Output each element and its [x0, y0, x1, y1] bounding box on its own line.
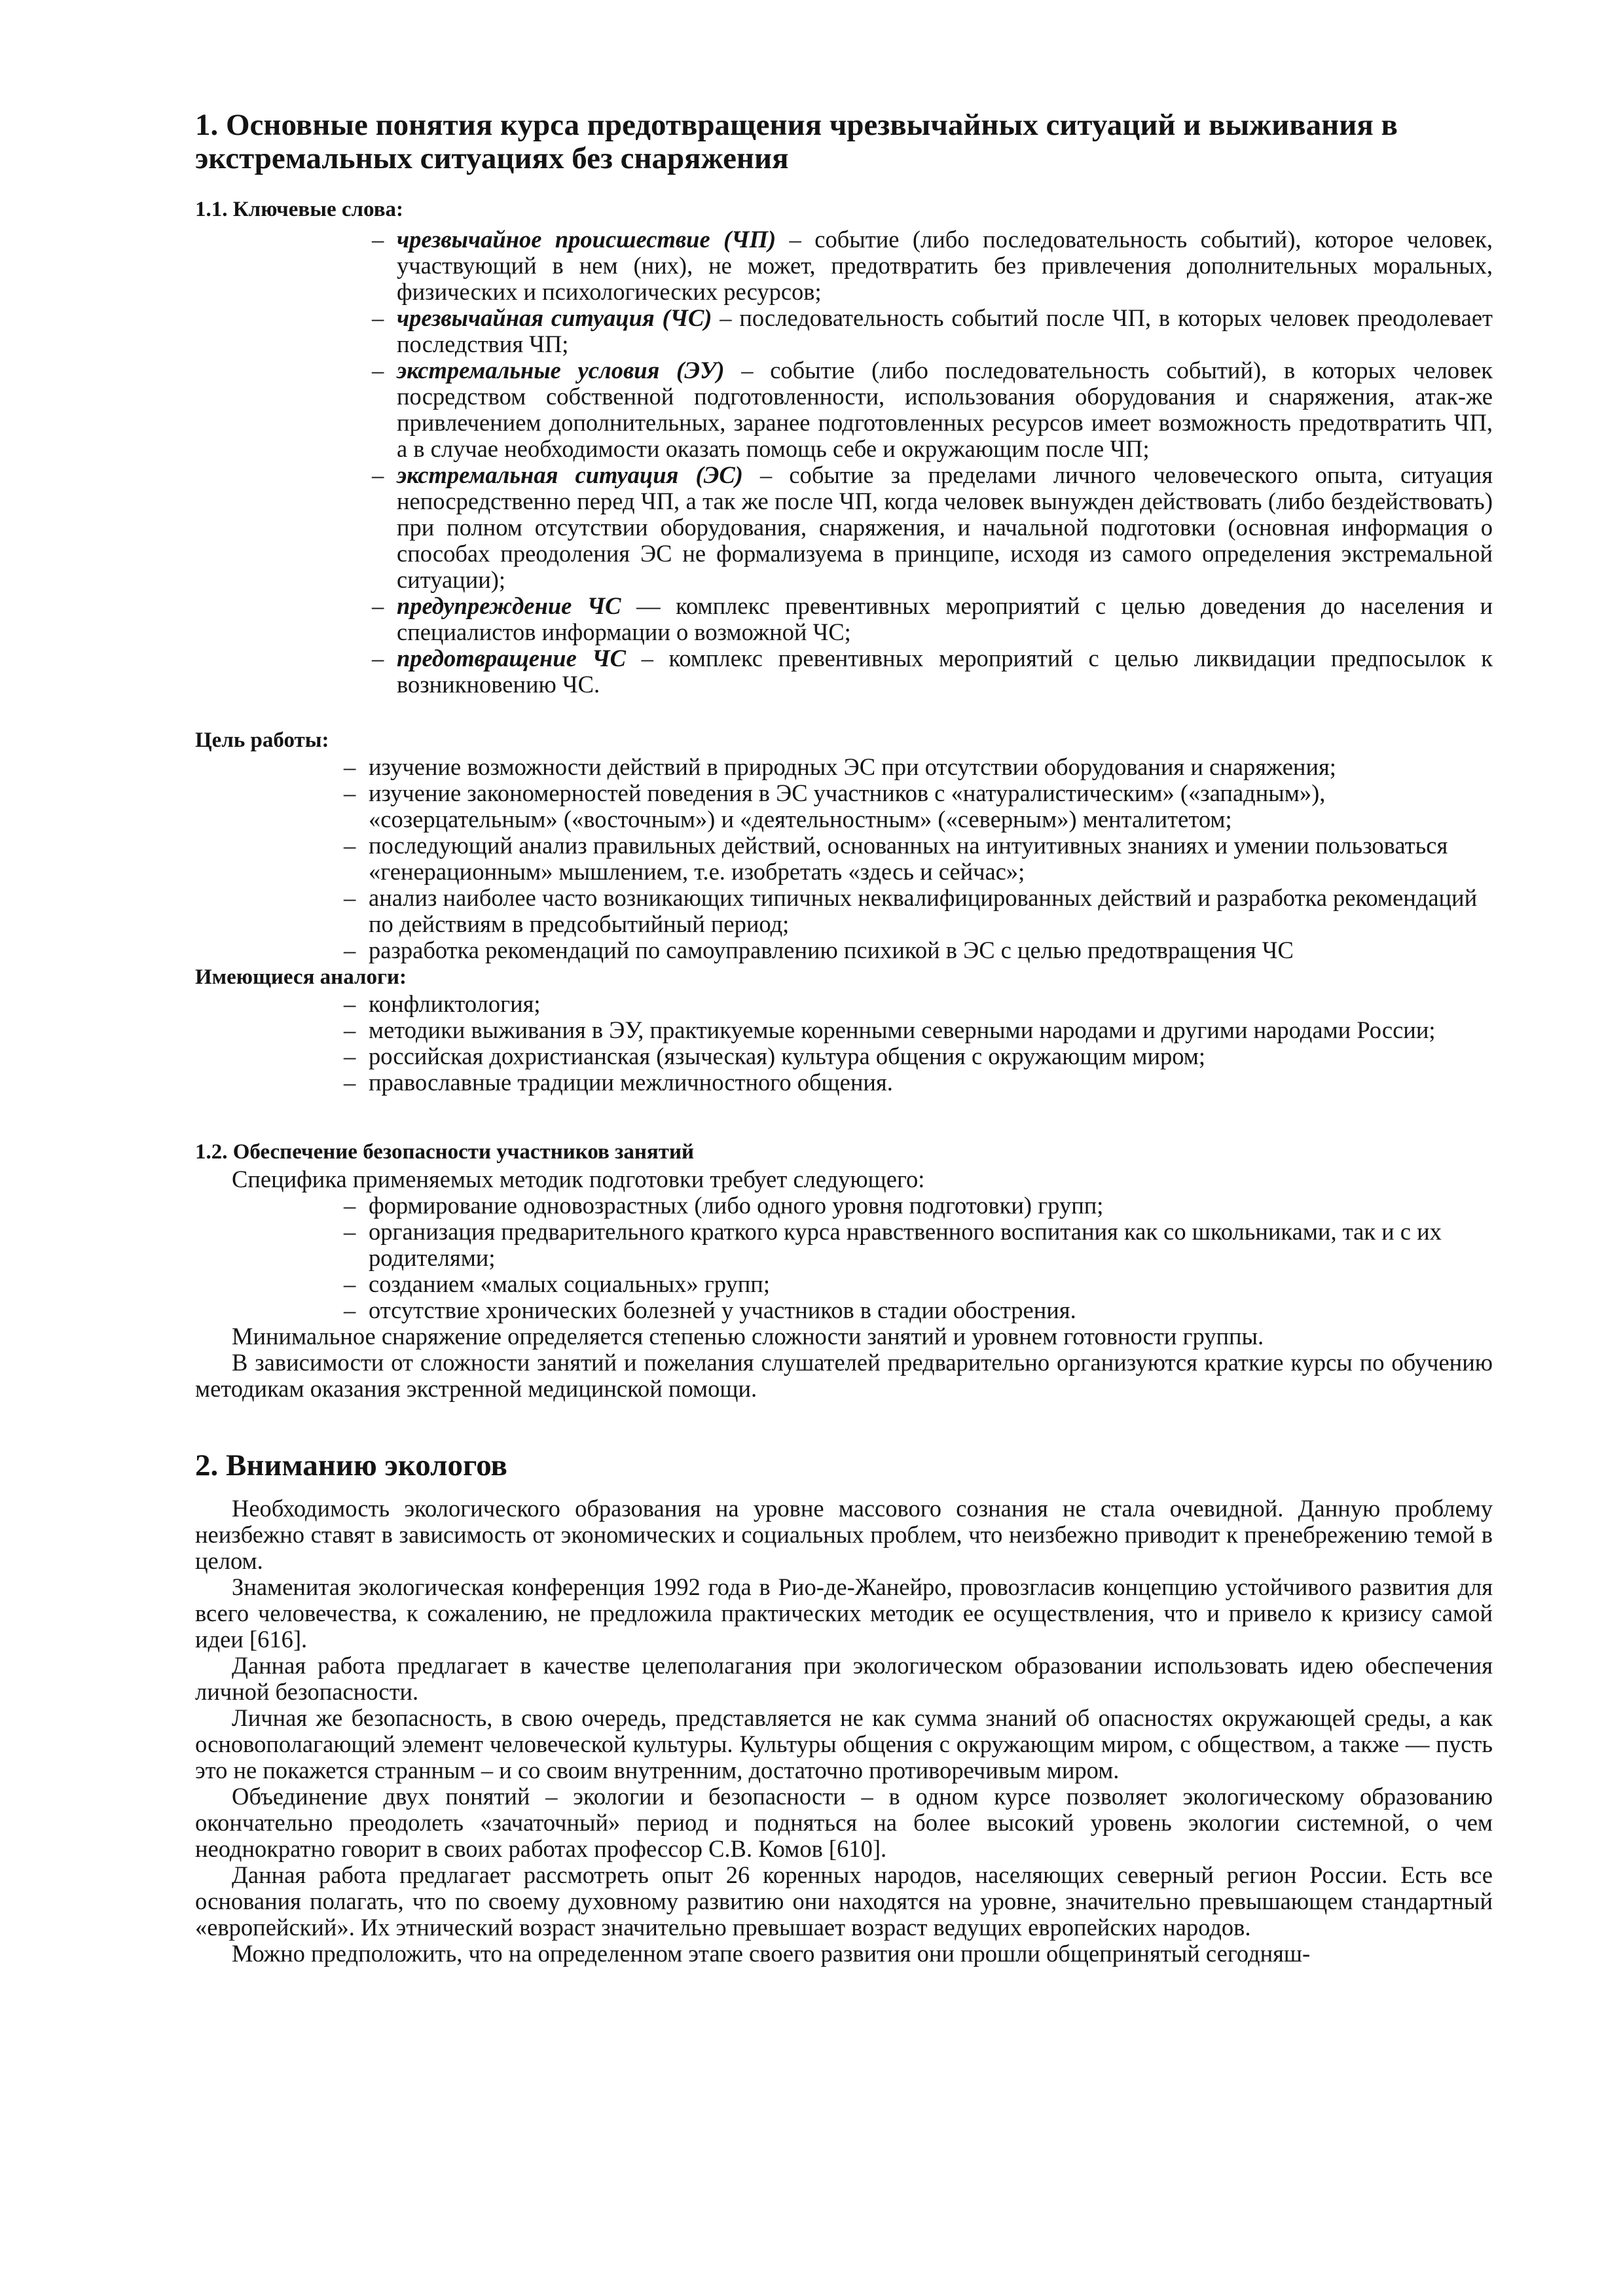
- requirement-item: – созданием «малых социальных» групп;: [344, 1271, 1493, 1297]
- paragraph: Данная работа предлагает рассмотреть опыт 26 коренных народов, населяющих северный регион России. Есть все основания полагать, что по своему духовному развитию они находятся на уровне, значительно превышающем стандартный «европейский». Их этнический возраст значительно превышает возраст ведущих европейских народов.: [195, 1861, 1493, 1941]
- section-2: [195, 1449, 1493, 1967]
- keyword-item: [372, 645, 1493, 698]
- section-1-title-line-2: экстремальных ситуациях без снаряжения: [195, 141, 789, 175]
- paragraph: Данная работа предлагает в качестве целеполагания при экологическом образовании использовать идею обеспечения личной безопасности.: [195, 1652, 1493, 1705]
- goal-item: – изучение закономерностей поведения в ЭС участников с «натуралистическим» («западным»), «созерцательным» («восточным») и «деятельностным» («северным») менталитетом;: [344, 780, 1493, 833]
- keyword-definition: – событие (либо последовательность событий), которое человек, участвующий в нем (них), не может, предотвратить без привлечения дополнительных моральных, физических и психологических ресурсов;: [397, 226, 1493, 305]
- keyword-definition: – комплекс превентивных мероприятий с целью ликвидации предпосылок к возникновению ЧС.: [397, 645, 1493, 698]
- subsection-1-2-title: 1.2. Обеспечение безопасности участников занятий: [195, 1140, 694, 1164]
- analog-item: – методики выживания в ЭУ, практикуемые коренными северными народами и другими народами России;: [344, 1017, 1493, 1043]
- goal-item: – последующий анализ правильных действий, основанных на интуитивных знаниях и умении пользоваться «генерационным» мышлением, т.е. изобретать «здесь и сейчас»;: [344, 833, 1493, 885]
- keyword-term: экстремальные условия (ЭУ): [397, 357, 725, 384]
- keyword-definition: – последовательность событий после ЧП, в которых человек преодолевает последствия ЧП;: [397, 304, 1493, 357]
- requirement-item: – отсутствие хронических болезней у участников в стадии обострения.: [344, 1297, 1493, 1323]
- keyword-item: [372, 226, 1493, 305]
- analog-item: – православные традиции межличностного общения.: [344, 1069, 1493, 1096]
- goal-item: – анализ наиболее часто возникающих типичных неквалифицированных действий и разработка рекомендаций по действиям в предсобытийный период;: [344, 885, 1493, 937]
- goals-list: [195, 754, 1493, 963]
- section-2-body: [195, 1496, 1493, 1967]
- requirement-item: – организация предварительного краткого курса нравственного воспитания как со школьниками, так и с их родителями;: [344, 1219, 1493, 1271]
- section-1-title-line-1: 1. Основные понятия курса предотвращения чрезвычайных ситуаций и выживания в: [195, 108, 1398, 142]
- goal-item: – изучение возможности действий в природных ЭС при отсутствии оборудования и снаряжения;: [344, 754, 1493, 780]
- keyword-definition: – событие за пределами личного человеческого опыта, ситуация непосредственно перед ЧП, а так же после ЧП, когда человек вынужден действовать (либо бездействовать) при полном отсутствии оборудования, снаряжения, и начальной подготовки (основная информация о способах преодоления ЭС не формализуема в принципе, исходя из самого определения экстремальной ситуации);: [397, 461, 1493, 593]
- paragraph: В зависимости от сложности занятий и пожелания слушателей предварительно организуются краткие курсы по обучению методикам оказания экстренной медицинской помощи.: [195, 1349, 1493, 1402]
- paragraph: Необходимость экологического образования на уровне массового сознания не стала очевидной. Данную проблему неизбежно ставят в зависимость от экономических и социальных проблем, что неизбежно приводит к пренебрежению темой в целом.: [195, 1495, 1493, 1574]
- keyword-definition: — комплекс превентивных мероприятий с целью доведения до населения и специалистов информации о возможной ЧС;: [397, 592, 1493, 645]
- subsection-1-1-title: 1.1. Ключевые слова:: [195, 198, 404, 221]
- analog-item: – российская дохристианская (языческая) культура общения с окружающим миром;: [344, 1043, 1493, 1069]
- keyword-term: предупреждение ЧС: [397, 592, 621, 619]
- keywords-list: [195, 226, 1493, 698]
- keyword-item: [372, 593, 1493, 645]
- analogs-list: [195, 991, 1493, 1096]
- keyword-item: [372, 357, 1493, 462]
- keyword-term: предотвращение ЧС: [397, 645, 627, 672]
- section-1-title: [195, 109, 1493, 175]
- requirements-list: [195, 1193, 1493, 1323]
- keyword-term: чрезвычайная ситуация (ЧС): [397, 304, 712, 331]
- page-content: [195, 109, 1493, 1967]
- analog-item: – конфликтология;: [344, 991, 1493, 1017]
- keyword-term: экстремальная ситуация (ЭС): [397, 461, 743, 488]
- paragraph: Объединение двух понятий – экологии и безопасности – в одном курсе позволяет экологическому образованию окончательно преодолеть «зачаточный» период и подняться на более высокий уровень экологии системной, о чем неоднократно говорит в своих работах профессор С.В. Комов [610].: [195, 1783, 1493, 1862]
- goal-label: Цель работы:: [195, 728, 329, 752]
- analogs-label: Имеющиеся аналоги:: [195, 965, 407, 989]
- keyword-term: чрезвычайное происшествие (ЧП): [397, 226, 776, 253]
- paragraph: Можно предположить, что на определенном этапе своего развития они прошли общепринятый сегодняш-: [232, 1940, 1311, 1967]
- paragraph: Минимальное снаряжение определяется степенью сложности занятий и уровнем готовности группы.: [232, 1323, 1264, 1350]
- paragraph: Знаменитая экологическая конференция 1992 года в Рио-де-Жанейро, провозгласив концепцию устойчивого развития для всего человечества, к сожалению, не предложила практических методик ее осуществления, что и привело к кризису самой идеи [616].: [195, 1573, 1493, 1653]
- keyword-definition: – событие (либо последовательность событий), в которых человек посредством собственной подготовленности, использования оборудования и снаряжения, атак-же привлечением дополнительных, заранее подготовленных ресурсов имеет возможность предотвратить ЧП, а в случае необходимости оказать помощь себе и окружающим после ЧП;: [397, 357, 1493, 462]
- requirement-item: – формирование одновозрастных (либо одного уровня подготовки) групп;: [344, 1193, 1493, 1219]
- subsection-1-2-intro: Специфика применяемых методик подготовки требует следующего:: [232, 1166, 925, 1193]
- keyword-item: [372, 462, 1493, 593]
- section-1: [195, 109, 1493, 1402]
- goal-item: – разработка рекомендаций по самоуправлению психикой в ЭС с целью предотвращения ЧС: [344, 937, 1493, 963]
- keyword-item: [372, 305, 1493, 357]
- paragraph: Личная же безопасность, в свою очередь, представляется не как сумма знаний об опасностях окружающей среды, а как основополагающий элемент человеческой культуры. Культуры общения с окружающим миром, с обществом, а также — пусть это не покажется странным – и со своим внутренним, достаточно противоречивым миром.: [195, 1704, 1493, 1784]
- section-2-title: 2. Вниманию экологов: [195, 1448, 507, 1482]
